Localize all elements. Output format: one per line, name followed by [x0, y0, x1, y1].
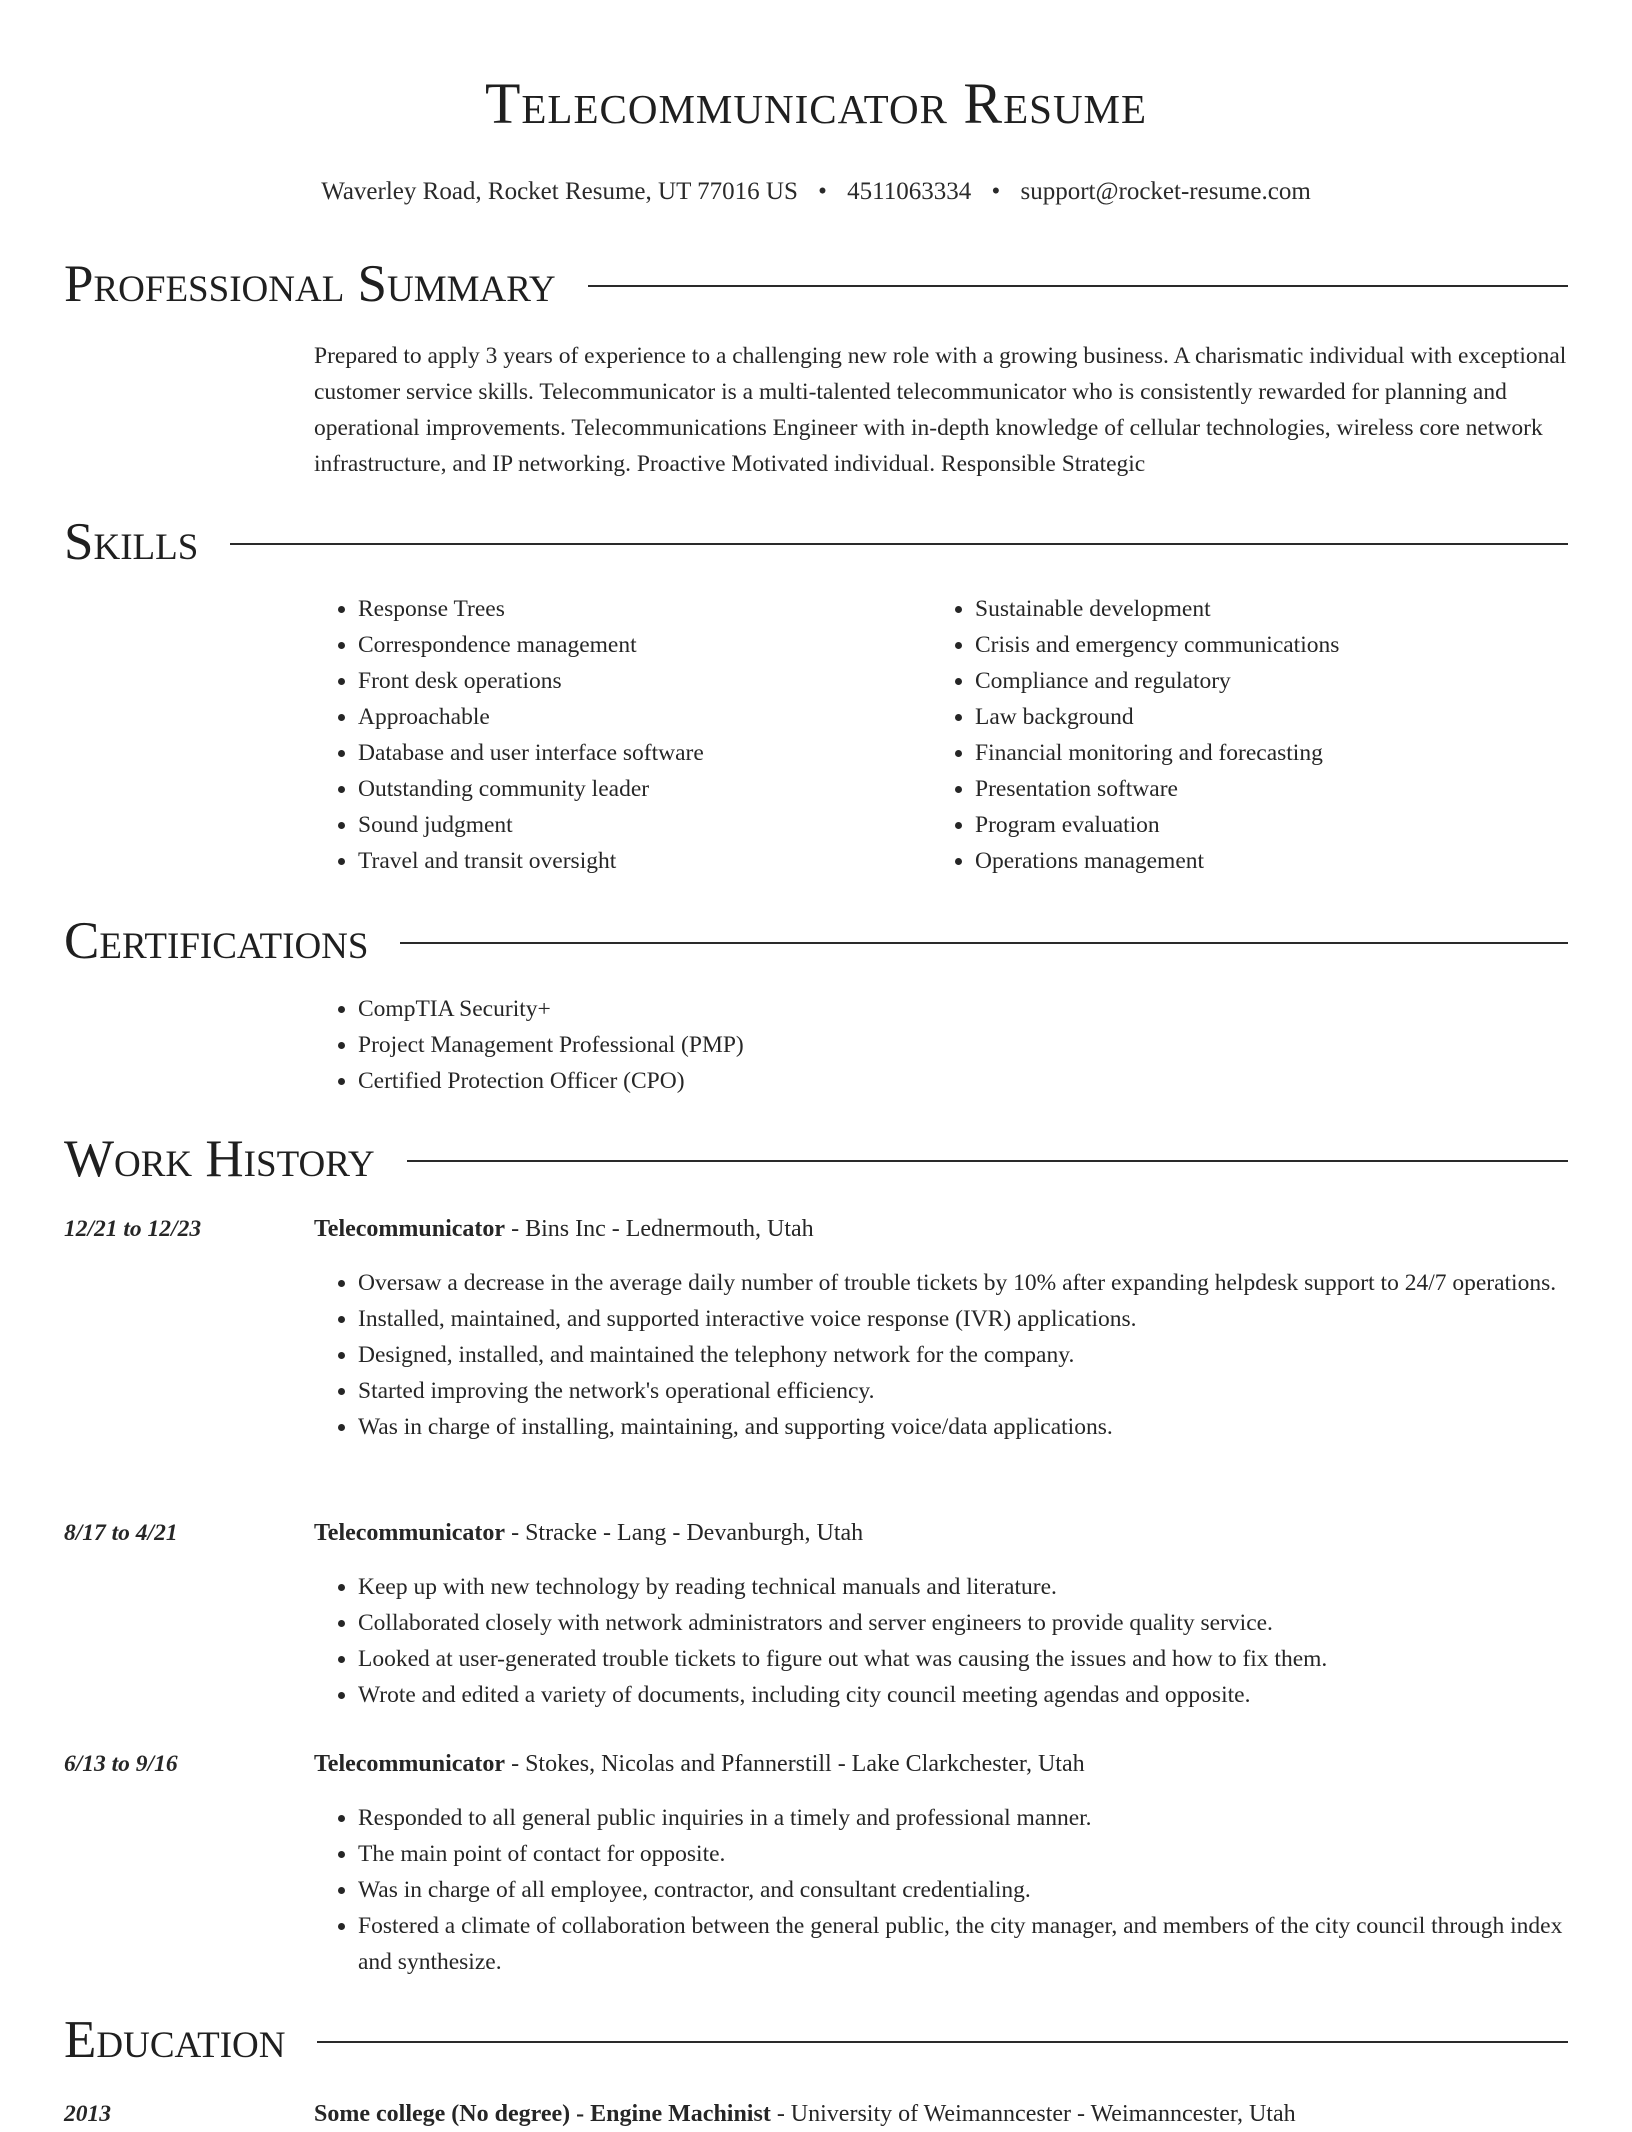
contact-phone: 4511063334 [847, 178, 972, 205]
job-bullet: • Wrote and edited a variety of documents, including city council meeting agendas and opposite. [358, 1677, 1568, 1713]
skill-item: • Compliance and regulatory [975, 663, 1561, 699]
skill-item: • Correspondence management [358, 627, 874, 663]
job-title: Telecommunicator [314, 1216, 506, 1242]
certification-item: • Certified Protection Officer (CPO) [358, 1063, 1514, 1099]
job-bullet: • Was in charge of installing, maintaining, and supporting voice/data applications. [358, 1409, 1568, 1445]
section-title: Skills [64, 513, 199, 571]
job-bullet: • Collaborated closely with network administrators and server engineers to provide quality service. [358, 1605, 1568, 1641]
contact-email: support@rocket-resume.com [1020, 178, 1311, 205]
section-heading-skills [64, 510, 1568, 574]
contact-separator: • [818, 178, 827, 205]
section-title: Professional Summary [64, 255, 556, 313]
job-bullet: • Looked at user-generated trouble tickets to figure out what was causing the issues and how to fix them. [358, 1641, 1568, 1677]
contact-address: Waverley Road, Rocket Resume, UT 77016 US [321, 178, 798, 205]
education-year: 2013 [64, 2101, 111, 2127]
certification-item: • CompTIA Security+ [358, 991, 1514, 1027]
section-heading-work-history [64, 1127, 1568, 1191]
job-employer: - Stokes, Nicolas and Pfannerstill - Lake Clarkchester, Utah [505, 1751, 1085, 1777]
skill-item: • Presentation software [975, 771, 1561, 807]
skill-item: • Sound judgment [358, 807, 874, 843]
education-school: - University of Weimanncester - Weimanncester, Utah [770, 2101, 1296, 2127]
skill-item: • Front desk operations [358, 663, 874, 699]
section-title: Work History [64, 1130, 375, 1188]
job-bullet: • Keep up with new technology by reading technical manuals and literature. [358, 1569, 1568, 1605]
section-divider [230, 543, 1568, 545]
job-bullet: • The main point of contact for opposite. [358, 1836, 1568, 1872]
resume-name: Telecommunicator Resume [484, 71, 1148, 136]
skill-item: • Sustainable development [975, 591, 1561, 627]
job-bullet: • Fostered a climate of collaboration between the general public, the city manager, and members of the city council through index and synthesize. [358, 1908, 1568, 1980]
certification-item: • Project Management Professional (PMP) [358, 1027, 1514, 1063]
section-heading-summary [64, 252, 1568, 316]
summary-text: Prepared to apply 3 years of experience to a challenging new role with a growing business. A charismatic individual with exceptional customer service skills. Telecommunicator is a multi-talented telecommunicator who is consistently rewarded for planning and operational improvements. Telecommunications Engineer with in-depth knowledge of cellular technologies, wireless core network infrastructure, and IP networking. Proactive Motivated individual. Responsible Strategic [314, 343, 1567, 477]
contact-separator: • [991, 178, 1001, 205]
skills-column-right [931, 591, 1561, 879]
job-heading [314, 1211, 1568, 1247]
skill-item: • Program evaluation [975, 807, 1561, 843]
skill-item: • Financial monitoring and forecasting [975, 735, 1561, 771]
section-divider [400, 942, 1568, 944]
section-heading-education [64, 2008, 1568, 2072]
skill-item: • Law background [975, 699, 1561, 735]
job-heading [314, 1515, 1568, 1551]
job-heading [314, 1746, 1568, 1782]
education-heading [314, 2096, 1296, 2132]
contact-line [0, 174, 1632, 210]
skill-item: • Database and user interface software [358, 735, 874, 771]
job-title: Telecommunicator [314, 1520, 506, 1546]
job-bullet: • Responded to all general public inquiries in a timely and professional manner. [358, 1800, 1568, 1836]
section-title: Certifications [64, 912, 369, 970]
job-bullet: • Oversaw a decrease in the average daily number of trouble tickets by 10% after expanding helpdesk support to 24/7 operations. [358, 1265, 1568, 1301]
skill-item: • Travel and transit oversight [358, 843, 874, 879]
skill-item: • Approachable [358, 699, 874, 735]
section-divider [317, 2041, 1568, 2043]
skills-column-left [314, 591, 874, 879]
job-dates: 6/13 to 9/16 [64, 1751, 178, 1777]
job-bullet: • Was in charge of all employee, contractor, and consultant credentialing. [358, 1872, 1568, 1908]
job-bullet: • Started improving the network's operational efficiency. [358, 1373, 1568, 1409]
job-dates: 12/21 to 12/23 [64, 1216, 202, 1242]
job-bullet: • Designed, installed, and maintained the telephony network for the company. [358, 1337, 1568, 1373]
section-divider [407, 1160, 1568, 1162]
skill-item: • Outstanding community leader [358, 771, 874, 807]
skill-item: • Operations management [975, 843, 1561, 879]
education-degree: Some college (No degree) - Engine Machinist [314, 2101, 771, 2127]
section-heading-certifications [64, 909, 1568, 973]
job-title: Telecommunicator [314, 1751, 506, 1777]
job-dates: 8/17 to 4/21 [64, 1520, 178, 1546]
section-title: Education [64, 2011, 286, 2069]
skill-item: • Response Trees [358, 591, 874, 627]
skill-item: • Crisis and emergency communications [975, 627, 1561, 663]
job-employer: - Stracke - Lang - Devanburgh, Utah [505, 1520, 864, 1546]
section-divider [588, 285, 1568, 287]
job-employer: - Bins Inc - Lednermouth, Utah [505, 1216, 814, 1242]
job-bullet: • Installed, maintained, and supported interactive voice response (IVR) applications. [358, 1301, 1568, 1337]
certifications-list [314, 991, 1514, 1099]
